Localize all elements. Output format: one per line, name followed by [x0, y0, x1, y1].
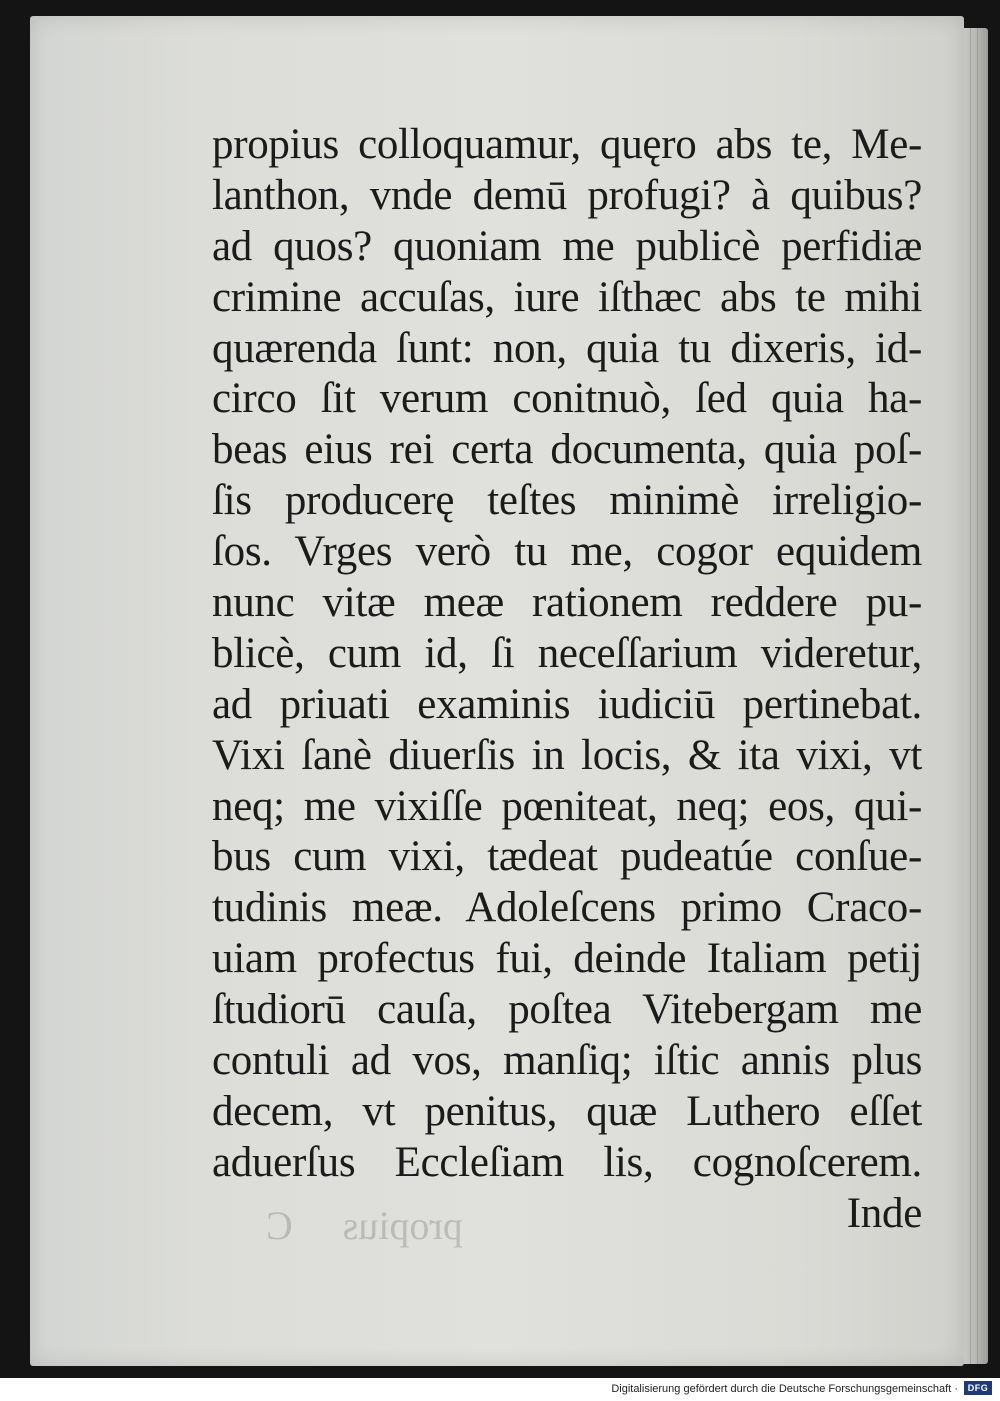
- catchword: Inde: [846, 1189, 922, 1237]
- text-line: propius colloquamur, quęro abs te, Me-: [212, 121, 922, 168]
- bleed-through-text: propius C: [266, 1203, 463, 1248]
- text-line: decem, vt penitus, quæ Luthero eſſet: [212, 1087, 922, 1135]
- text-line: beas eius rei certa documenta, quia poſ-: [212, 426, 922, 474]
- text-line: blicè, cum id, ſi neceſſarium videretur,: [212, 629, 922, 677]
- text-line: bus cum vixi, tædeat pudeatúe conſue-: [212, 833, 922, 881]
- text-line: uiam profectus fui, deinde Italiam petij: [212, 935, 922, 983]
- text-line: neq; me vixiſſe pœniteat, neq; eos, qui-: [212, 782, 922, 830]
- text-line: ad priuati examinis iudiciū pertinebat.: [212, 680, 922, 728]
- page-text: [212, 120, 922, 1240]
- text-line: Vixi ſanè diuerſis in locis, & ita vixi, vt: [212, 731, 922, 779]
- text-line: aduerſus Eccleſiam lis, cognoſcerem.: [212, 1138, 922, 1186]
- text-line: nunc vitæ meæ rationem reddere pu-: [212, 579, 922, 627]
- text-line: tudinis meæ. Adoleſcens primo Craco-: [212, 884, 922, 932]
- text-line: circo ſit verum conitnuò, ſed quia ha-: [212, 375, 922, 423]
- dfg-logo: DFG: [964, 1381, 992, 1395]
- text-line: quærenda ſunt: non, quia tu dixeris, id-: [212, 324, 922, 372]
- text-line: ſtudiorū cauſa, poſtea Vitebergam me: [212, 986, 922, 1034]
- text-line: ſos. Vrges verò tu me, cogor equidem: [212, 528, 922, 576]
- text-line: crimine accuſas, iure iſthæc abs te mihi: [212, 273, 922, 321]
- text-line: lanthon, vnde demū profugi? à quibus?: [212, 171, 922, 219]
- text-line: ſis producerę teſtes minimè irreligio-: [212, 477, 922, 525]
- text-line: ad quos? quoniam me publicè perfidiæ: [212, 222, 922, 270]
- page-edge: [964, 28, 988, 1364]
- text-line: contuli ad vos, manſiq; iſtic annis plus: [212, 1037, 922, 1085]
- footer: [0, 1378, 1000, 1401]
- funding-credit: Digitalisierung gefördert durch die Deutsche Forschungsgemeinschaft ·: [611, 1383, 958, 1395]
